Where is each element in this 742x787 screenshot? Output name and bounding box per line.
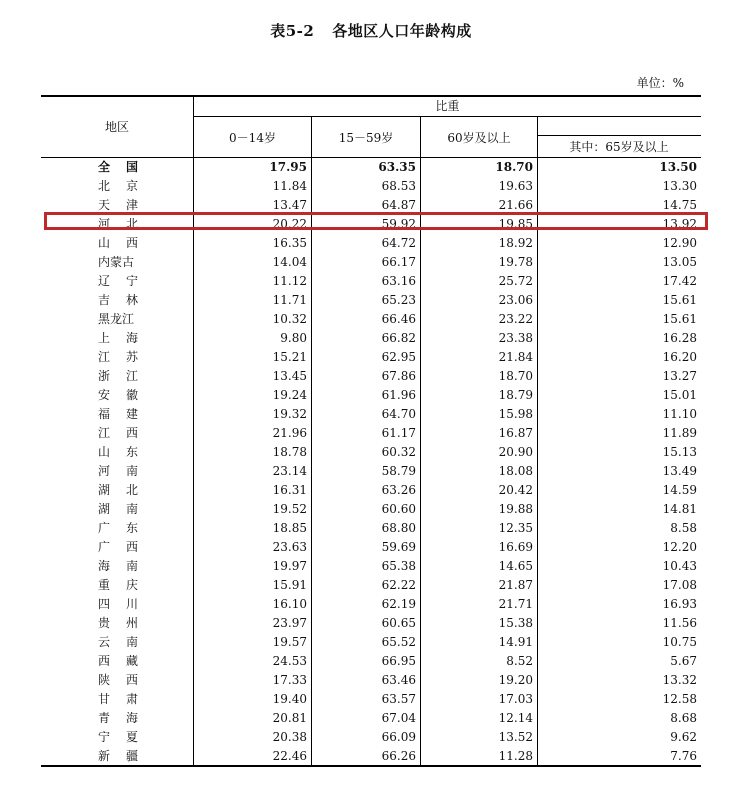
value-cell: 11.89 — [662, 426, 697, 440]
value-cell: 18.92 — [498, 236, 533, 250]
region-name-part: 重 — [98, 578, 111, 592]
region-name-part: 全 — [98, 160, 111, 174]
page-title — [0, 20, 742, 41]
value-cell: 10.32 — [272, 312, 307, 326]
value-cell: 14.91 — [498, 635, 533, 649]
header-share: 比重 — [435, 99, 460, 113]
region-name-part: 西 — [98, 654, 111, 668]
region-name-part: 西 — [125, 540, 138, 554]
region-name-part: 福 — [98, 407, 111, 421]
value-cell: 68.53 — [381, 179, 416, 193]
region-name-part: 江 — [98, 426, 111, 440]
value-cell: 12.14 — [498, 711, 533, 725]
value-cell: 13.47 — [272, 198, 307, 212]
value-cell: 63.16 — [381, 274, 416, 288]
value-cell: 15.38 — [498, 616, 533, 630]
table-row — [41, 177, 701, 196]
region-name-part: 山 — [98, 445, 111, 459]
value-cell: 14.59 — [662, 483, 697, 497]
value-cell: 19.32 — [272, 407, 307, 421]
header-region: 地区 — [104, 119, 129, 134]
table-row — [41, 462, 701, 481]
value-cell: 19.85 — [498, 217, 533, 231]
value-cell: 11.71 — [272, 293, 307, 307]
value-cell: 19.88 — [498, 502, 533, 516]
region-name-part: 北 — [98, 179, 111, 193]
value-cell: 16.31 — [272, 483, 307, 497]
region-name-part: 庆 — [125, 578, 138, 592]
value-cell: 23.06 — [498, 293, 533, 307]
region-name-part: 山 — [98, 236, 111, 250]
region-name-part: 南 — [125, 464, 138, 478]
value-cell: 15.21 — [272, 350, 307, 364]
region-name-part: 南 — [125, 559, 138, 573]
value-cell: 5.67 — [670, 654, 697, 668]
value-cell: 20.22 — [272, 217, 307, 231]
value-cell: 15.61 — [662, 312, 697, 326]
value-cell: 21.87 — [498, 578, 533, 592]
region-name-part: 河 — [98, 464, 111, 478]
region-name-part: 建 — [125, 407, 138, 421]
region-name-part: 江 — [125, 369, 138, 383]
value-cell: 60.32 — [381, 445, 416, 459]
table-row — [41, 709, 701, 728]
region-name-part: 林 — [125, 293, 138, 307]
region-name-part: 四 — [98, 597, 111, 611]
value-cell: 64.87 — [381, 198, 416, 212]
region-name-part: 宁 — [125, 274, 138, 288]
region-name-part: 藏 — [125, 654, 138, 668]
value-cell: 9.80 — [280, 331, 307, 345]
region-name-part: 云 — [98, 635, 111, 649]
value-cell: 11.12 — [272, 274, 307, 288]
value-cell: 18.78 — [272, 445, 307, 459]
table-row-total — [41, 158, 701, 177]
table-body — [41, 158, 701, 766]
region-name-part: 徽 — [125, 388, 138, 402]
value-cell: 22.46 — [272, 749, 307, 763]
highlight-box — [44, 212, 708, 230]
value-cell: 13.49 — [662, 464, 697, 478]
value-cell: 58.79 — [381, 464, 416, 478]
value-cell: 68.80 — [381, 521, 416, 535]
value-cell: 19.20 — [498, 673, 533, 687]
region-name-part: 上 — [98, 331, 111, 345]
value-cell: 15.91 — [272, 578, 307, 592]
value-cell: 20.42 — [498, 483, 533, 497]
region-name-part: 国 — [125, 160, 138, 174]
region-name-part: 广 — [98, 521, 111, 535]
value-cell: 67.86 — [381, 369, 416, 383]
region-name-part: 西 — [125, 426, 138, 440]
value-cell: 14.04 — [272, 255, 307, 269]
value-cell: 66.26 — [381, 749, 416, 763]
value-cell: 18.08 — [498, 464, 533, 478]
value-cell: 12.58 — [662, 692, 697, 706]
table-header — [41, 95, 701, 157]
table-row — [41, 538, 701, 557]
region-name-part: 西 — [125, 236, 138, 250]
value-cell: 18.79 — [498, 388, 533, 402]
value-cell: 63.26 — [381, 483, 416, 497]
value-cell: 15.01 — [662, 388, 697, 402]
value-cell: 17.42 — [662, 274, 697, 288]
value-cell: 23.97 — [272, 616, 307, 630]
table-row — [41, 253, 701, 272]
table-number: 表5-2 — [270, 22, 315, 40]
value-cell: 59.92 — [381, 217, 416, 231]
table-row — [41, 348, 701, 367]
value-cell: 61.96 — [381, 388, 416, 402]
table-row — [41, 367, 701, 386]
value-cell: 25.72 — [498, 274, 533, 288]
table-row — [41, 481, 701, 500]
table-row — [41, 500, 701, 519]
value-cell: 17.03 — [498, 692, 533, 706]
region-name-part: 黑龙江 — [98, 312, 135, 326]
value-cell: 19.97 — [272, 559, 307, 573]
value-cell: 15.61 — [662, 293, 697, 307]
table-row — [41, 652, 701, 671]
value-cell: 20.81 — [272, 711, 307, 725]
value-cell: 62.22 — [381, 578, 416, 592]
region-name-part: 海 — [125, 711, 138, 725]
value-cell: 13.45 — [272, 369, 307, 383]
value-cell: 63.35 — [378, 160, 416, 174]
region-name-part: 广 — [98, 540, 111, 554]
value-cell: 24.53 — [272, 654, 307, 668]
value-cell: 12.35 — [498, 521, 533, 535]
value-cell: 13.32 — [662, 673, 697, 687]
value-cell: 23.14 — [272, 464, 307, 478]
value-cell: 19.40 — [272, 692, 307, 706]
value-cell: 64.72 — [381, 236, 416, 250]
region-name-part: 京 — [125, 179, 138, 193]
value-cell: 23.63 — [272, 540, 307, 554]
header-age-0-14: 0－14岁 — [229, 130, 276, 145]
value-cell: 16.35 — [272, 236, 307, 250]
value-cell: 13.05 — [662, 255, 697, 269]
table-row — [41, 728, 701, 747]
value-cell: 8.58 — [670, 521, 697, 535]
value-cell: 66.46 — [381, 312, 416, 326]
value-cell: 14.81 — [662, 502, 697, 516]
value-cell: 11.84 — [272, 179, 307, 193]
table-row — [41, 329, 701, 348]
value-cell: 16.28 — [662, 331, 697, 345]
value-cell: 15.13 — [662, 445, 697, 459]
value-cell: 19.24 — [272, 388, 307, 402]
table-row — [41, 614, 701, 633]
value-cell: 20.38 — [272, 730, 307, 744]
region-name-part: 浙 — [98, 369, 111, 383]
table-row — [41, 386, 701, 405]
value-cell: 9.62 — [670, 730, 697, 744]
region-name-part: 吉 — [98, 293, 111, 307]
value-cell: 19.78 — [498, 255, 533, 269]
header-age-60-plus: 60岁及以上 — [447, 130, 511, 145]
table-row — [41, 272, 701, 291]
value-cell: 67.04 — [381, 711, 416, 725]
value-cell: 66.09 — [381, 730, 416, 744]
value-cell: 18.85 — [272, 521, 307, 535]
region-name-part: 东 — [125, 445, 138, 459]
region-name-part: 陕 — [98, 673, 111, 687]
table-row — [41, 310, 701, 329]
table-row — [41, 234, 701, 253]
value-cell: 23.22 — [498, 312, 533, 326]
value-cell: 7.76 — [670, 749, 697, 763]
value-cell: 21.84 — [498, 350, 533, 364]
region-name-part: 内蒙古 — [98, 255, 135, 269]
region-name-part: 天 — [98, 198, 111, 212]
value-cell: 62.95 — [381, 350, 416, 364]
table-bottom-rule — [41, 765, 701, 767]
region-name-part: 江 — [98, 350, 111, 364]
region-name-part: 河 — [98, 217, 111, 231]
region-name-part: 肃 — [125, 692, 138, 706]
region-name-part: 青 — [98, 711, 111, 725]
unit-label: 单位：% — [636, 76, 684, 90]
region-name-part: 安 — [98, 388, 111, 402]
value-cell: 11.10 — [662, 407, 697, 421]
value-cell: 16.10 — [272, 597, 307, 611]
value-cell: 12.90 — [662, 236, 697, 250]
table-row — [41, 291, 701, 310]
region-name-part: 甘 — [98, 692, 111, 706]
value-cell: 65.23 — [381, 293, 416, 307]
region-name-part: 南 — [125, 635, 138, 649]
value-cell: 65.38 — [381, 559, 416, 573]
value-cell: 65.52 — [381, 635, 416, 649]
table-row — [41, 519, 701, 538]
table-row — [41, 424, 701, 443]
value-cell: 18.70 — [498, 369, 533, 383]
value-cell: 14.65 — [498, 559, 533, 573]
region-name-part: 新 — [98, 749, 111, 763]
value-cell: 23.38 — [498, 331, 533, 345]
region-name-part: 津 — [125, 198, 138, 212]
value-cell: 63.46 — [381, 673, 416, 687]
value-cell: 66.17 — [381, 255, 416, 269]
value-cell: 60.60 — [381, 502, 416, 516]
region-name-part: 贵 — [98, 616, 111, 630]
value-cell: 59.69 — [381, 540, 416, 554]
value-cell: 21.71 — [498, 597, 533, 611]
region-name-part: 川 — [125, 597, 138, 611]
region-name-part: 南 — [125, 502, 138, 516]
value-cell: 60.65 — [381, 616, 416, 630]
table-row — [41, 576, 701, 595]
value-cell: 66.82 — [381, 331, 416, 345]
value-cell: 17.08 — [662, 578, 697, 592]
value-cell: 15.98 — [498, 407, 533, 421]
table-row — [41, 595, 701, 614]
value-cell: 66.95 — [381, 654, 416, 668]
value-cell: 19.57 — [272, 635, 307, 649]
value-cell: 21.66 — [498, 198, 533, 212]
table-row — [41, 747, 701, 766]
value-cell: 14.75 — [662, 198, 697, 212]
region-name-part: 宁 — [98, 730, 111, 744]
value-cell: 8.68 — [670, 711, 697, 725]
table-title: 各地区人口年龄构成 — [332, 22, 472, 40]
value-cell: 11.28 — [498, 749, 533, 763]
table-row — [41, 443, 701, 462]
value-cell: 61.17 — [381, 426, 416, 440]
value-cell: 11.56 — [662, 616, 697, 630]
value-cell: 10.75 — [662, 635, 697, 649]
region-name-part: 西 — [125, 673, 138, 687]
region-name-part: 东 — [125, 521, 138, 535]
value-cell: 8.52 — [506, 654, 533, 668]
table-row — [41, 690, 701, 709]
region-name-part: 海 — [125, 331, 138, 345]
value-cell: 10.43 — [662, 559, 697, 573]
value-cell: 62.19 — [381, 597, 416, 611]
region-name-part: 疆 — [125, 749, 138, 763]
region-name-part: 湖 — [98, 483, 111, 497]
value-cell: 13.27 — [662, 369, 697, 383]
region-name-part: 州 — [125, 616, 138, 630]
value-cell: 63.57 — [381, 692, 416, 706]
value-cell: 16.20 — [662, 350, 697, 364]
region-name-part: 北 — [125, 483, 138, 497]
region-name-part: 北 — [125, 217, 138, 231]
region-name-part: 湖 — [98, 502, 111, 516]
value-cell: 17.95 — [269, 160, 307, 174]
value-cell: 13.50 — [659, 160, 697, 174]
region-name-part: 辽 — [98, 274, 111, 288]
table-row — [41, 557, 701, 576]
value-cell: 13.52 — [498, 730, 533, 744]
value-cell: 20.90 — [498, 445, 533, 459]
value-cell: 21.96 — [272, 426, 307, 440]
value-cell: 13.30 — [662, 179, 697, 193]
table-row — [41, 671, 701, 690]
value-cell: 12.20 — [662, 540, 697, 554]
value-cell: 18.70 — [495, 160, 533, 174]
header-age-65-plus: 其中：65岁及以上 — [569, 139, 669, 154]
region-name-part: 苏 — [125, 350, 138, 364]
header-age-15-59: 15－59岁 — [338, 130, 394, 145]
value-cell: 19.63 — [498, 179, 533, 193]
table-row — [41, 405, 701, 424]
value-cell: 13.92 — [662, 217, 697, 231]
region-name-part: 海 — [98, 559, 111, 573]
value-cell: 64.70 — [381, 407, 416, 421]
value-cell: 16.93 — [662, 597, 697, 611]
table-row — [41, 633, 701, 652]
region-name-part: 夏 — [125, 730, 138, 744]
value-cell: 16.69 — [498, 540, 533, 554]
value-cell: 19.52 — [272, 502, 307, 516]
value-cell: 16.87 — [498, 426, 533, 440]
value-cell: 17.33 — [272, 673, 307, 687]
